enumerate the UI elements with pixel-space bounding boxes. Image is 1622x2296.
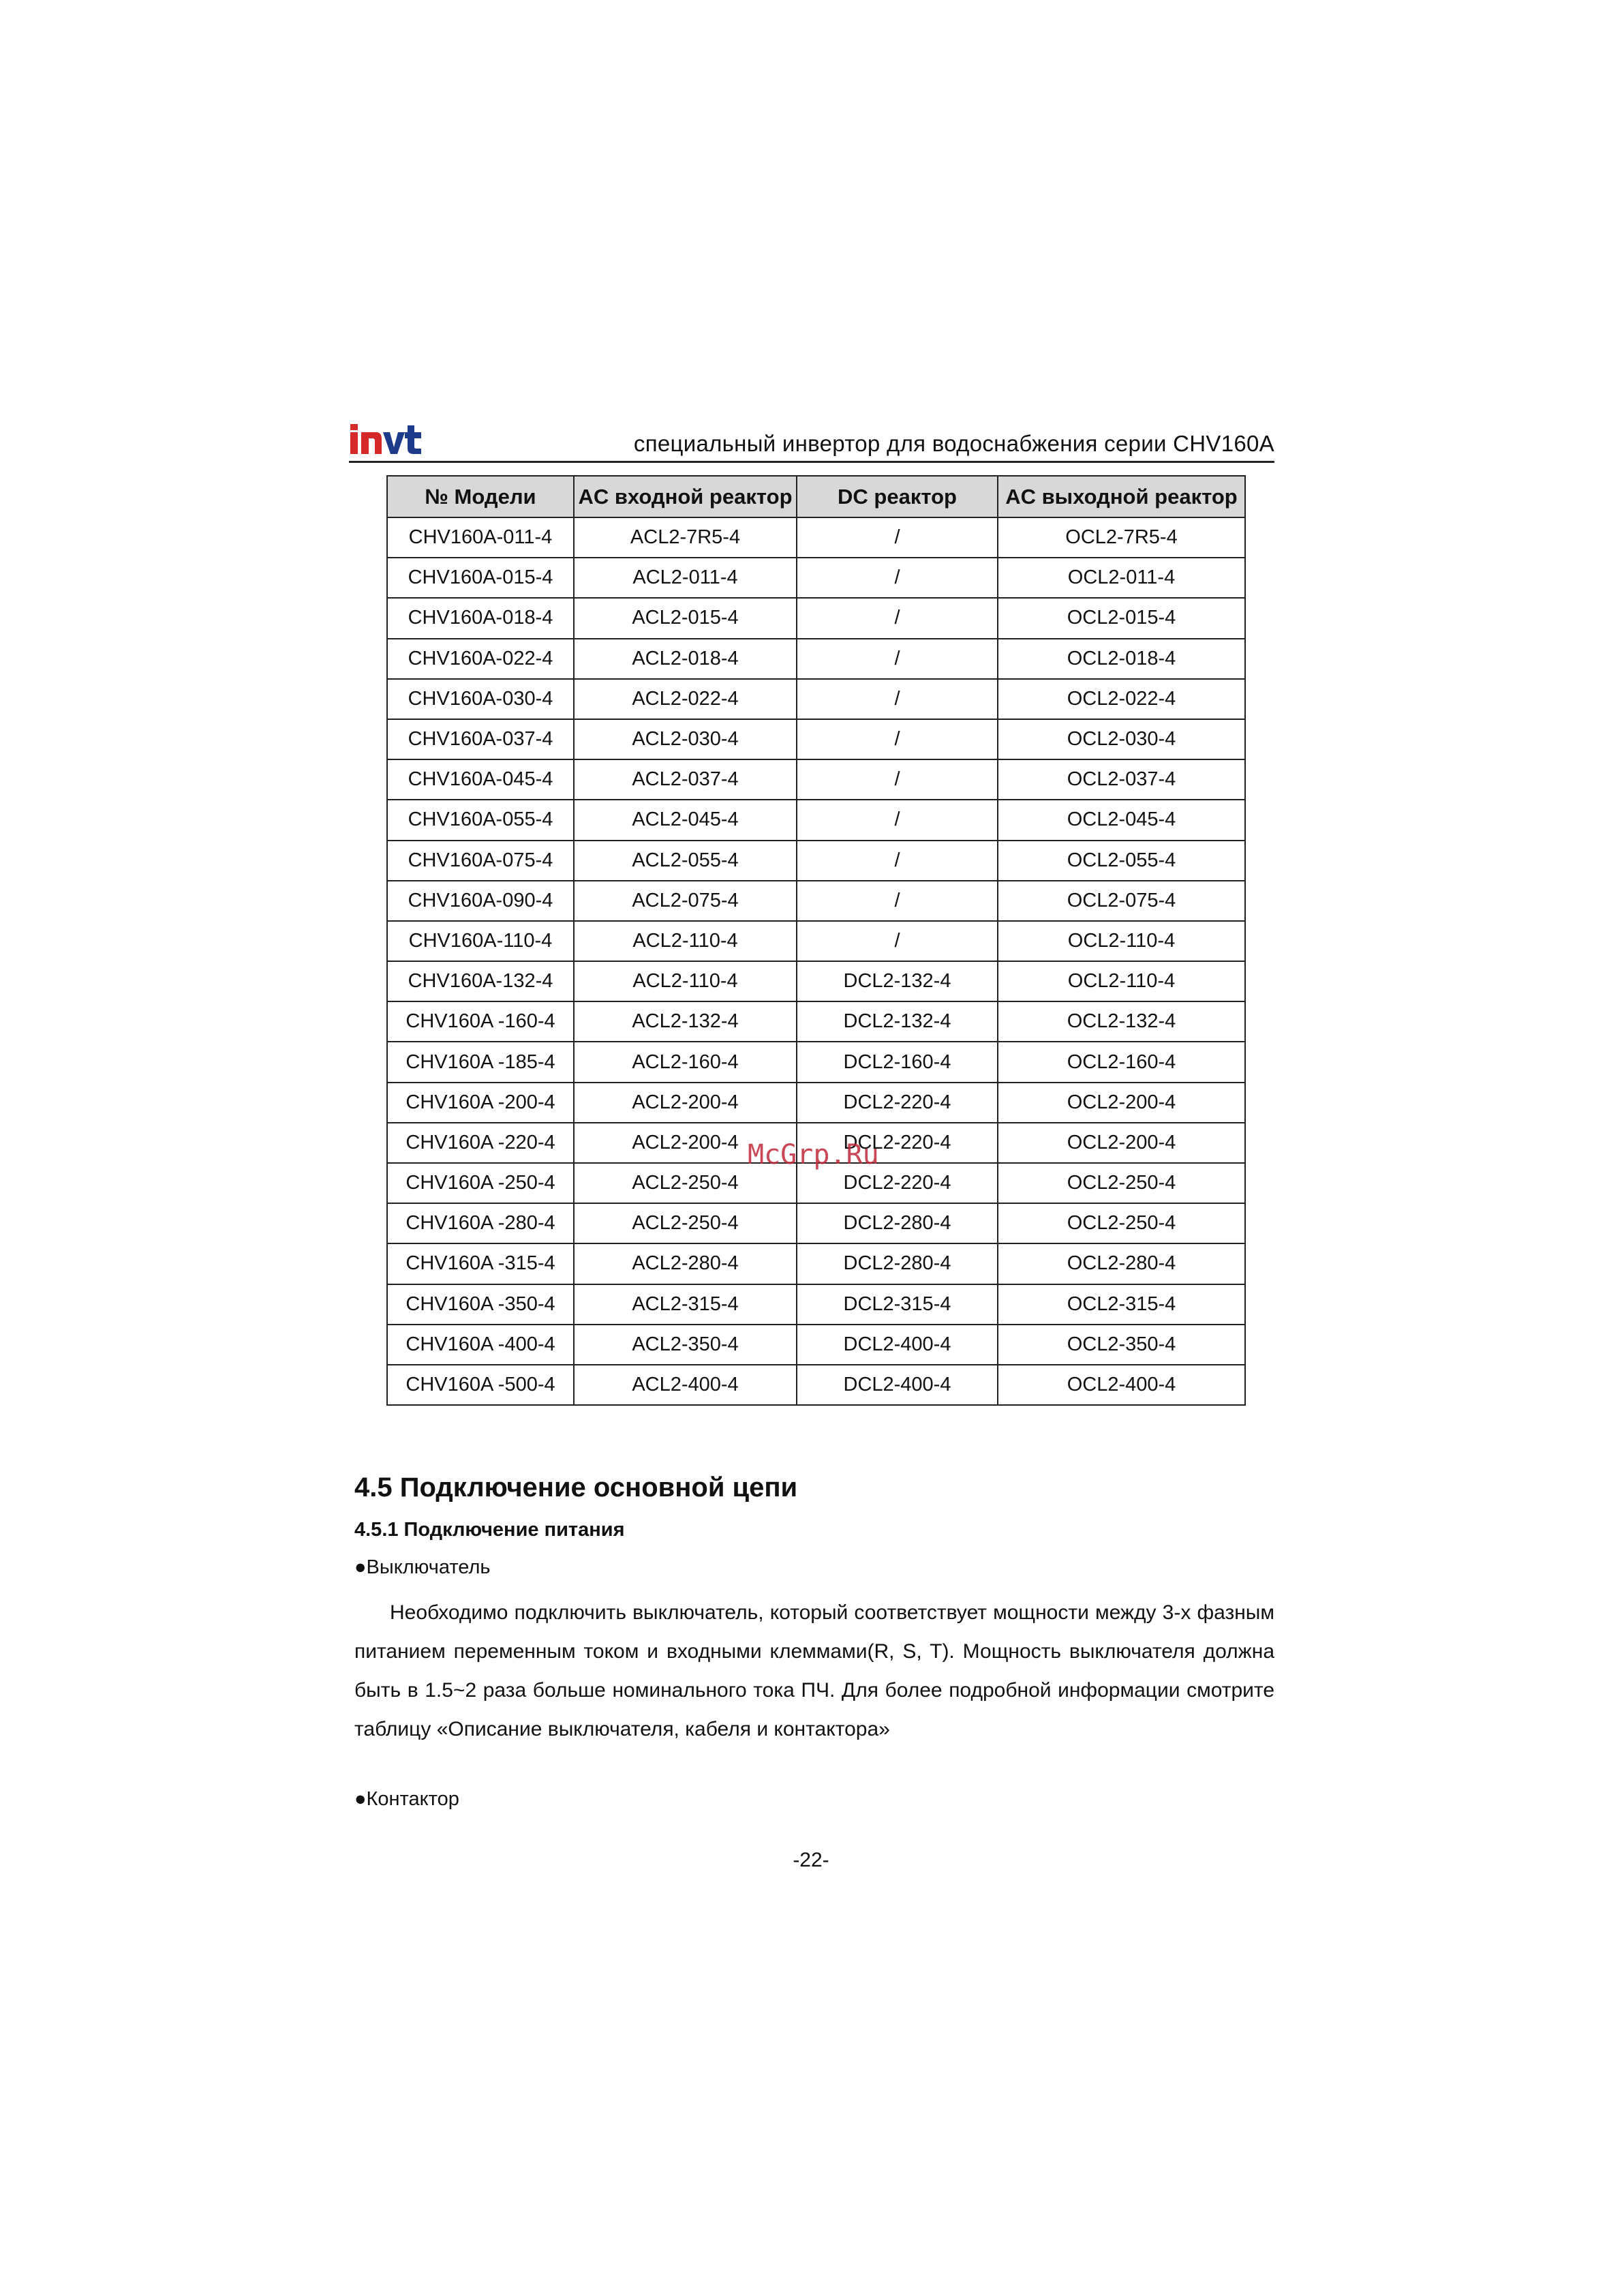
cell-dc-reactor: / [797, 719, 998, 759]
table-row [387, 921, 1245, 961]
table-row [387, 800, 1245, 840]
cell-model: CHV160A -160-4 [387, 1001, 574, 1042]
cell-dc-reactor: / [797, 841, 998, 881]
cell-dc-reactor: DCL2-220-4 [797, 1123, 998, 1163]
section-title: 4.5 Подключение основной цепи [354, 1472, 798, 1502]
column-header-ac-output-reactor: AC выходной реактор [998, 476, 1245, 517]
table-row [387, 1083, 1245, 1123]
page-header [349, 421, 1274, 463]
cell-model: CHV160A -315-4 [387, 1243, 574, 1284]
cell-model: CHV160A-037-4 [387, 719, 574, 759]
cell-ac-input-reactor: ACL2-011-4 [574, 558, 797, 598]
cell-model: CHV160A-075-4 [387, 841, 574, 881]
cell-dc-reactor: DCL2-132-4 [797, 961, 998, 1001]
cell-model: CHV160A -220-4 [387, 1123, 574, 1163]
table-row [387, 719, 1245, 759]
cell-ac-output-reactor: OCL2-030-4 [998, 719, 1245, 759]
cell-ac-output-reactor: OCL2-250-4 [998, 1203, 1245, 1243]
cell-model: CHV160A -250-4 [387, 1163, 574, 1203]
cell-ac-input-reactor: ACL2-280-4 [574, 1243, 797, 1284]
reactor-table [386, 475, 1246, 1406]
cell-ac-input-reactor: ACL2-250-4 [574, 1203, 797, 1243]
cell-ac-input-reactor: ACL2-030-4 [574, 719, 797, 759]
cell-dc-reactor: / [797, 598, 998, 638]
cell-model: CHV160A-011-4 [387, 517, 574, 558]
subsection-title: 4.5.1 Подключение питания [354, 1519, 625, 1541]
cell-dc-reactor: DCL2-280-4 [797, 1243, 998, 1284]
cell-ac-input-reactor: ACL2-250-4 [574, 1163, 797, 1203]
cell-ac-input-reactor: ACL2-015-4 [574, 598, 797, 638]
cell-ac-output-reactor: OCL2-160-4 [998, 1042, 1245, 1082]
cell-ac-output-reactor: OCL2-132-4 [998, 1001, 1245, 1042]
cell-model: CHV160A-132-4 [387, 961, 574, 1001]
cell-ac-output-reactor: OCL2-250-4 [998, 1163, 1245, 1203]
cell-model: CHV160A -500-4 [387, 1365, 574, 1405]
cell-dc-reactor: / [797, 517, 998, 558]
cell-model: CHV160A-022-4 [387, 639, 574, 679]
cell-ac-output-reactor: OCL2-315-4 [998, 1284, 1245, 1325]
bullet-breaker: ●Выключатель [354, 1556, 491, 1578]
cell-ac-output-reactor: OCL2-200-4 [998, 1083, 1245, 1123]
cell-ac-output-reactor: OCL2-400-4 [998, 1365, 1245, 1405]
cell-dc-reactor: DCL2-220-4 [797, 1163, 998, 1203]
column-header-dc-reactor: DC реактор [797, 476, 998, 517]
cell-ac-input-reactor: ACL2-7R5-4 [574, 517, 797, 558]
invt-logo [349, 421, 423, 457]
table-row [387, 1042, 1245, 1082]
cell-model: CHV160A -400-4 [387, 1325, 574, 1365]
cell-ac-output-reactor: OCL2-022-4 [998, 679, 1245, 719]
cell-ac-output-reactor: OCL2-350-4 [998, 1325, 1245, 1365]
cell-ac-input-reactor: ACL2-110-4 [574, 961, 797, 1001]
cell-dc-reactor: DCL2-315-4 [797, 1284, 998, 1325]
cell-dc-reactor: / [797, 639, 998, 679]
table-row [387, 1243, 1245, 1284]
watermark: McGrp.Ru [748, 1139, 879, 1170]
column-header-model: № Модели [387, 476, 574, 517]
cell-ac-input-reactor: ACL2-075-4 [574, 881, 797, 921]
table-row [387, 759, 1245, 800]
cell-model: CHV160A-090-4 [387, 881, 574, 921]
table-row [387, 598, 1245, 638]
cell-dc-reactor: DCL2-400-4 [797, 1365, 998, 1405]
table-row [387, 841, 1245, 881]
cell-ac-input-reactor: ACL2-037-4 [574, 759, 797, 800]
table-row [387, 1325, 1245, 1365]
cell-ac-output-reactor: OCL2-011-4 [998, 558, 1245, 598]
cell-ac-output-reactor: OCL2-075-4 [998, 881, 1245, 921]
cell-dc-reactor: DCL2-280-4 [797, 1203, 998, 1243]
cell-ac-output-reactor: OCL2-110-4 [998, 921, 1245, 961]
page-number: -22- [793, 1849, 829, 1871]
cell-ac-input-reactor: ACL2-350-4 [574, 1325, 797, 1365]
table-header-row [387, 476, 1245, 517]
cell-ac-input-reactor: ACL2-055-4 [574, 841, 797, 881]
cell-ac-input-reactor: ACL2-400-4 [574, 1365, 797, 1405]
cell-dc-reactor: / [797, 558, 998, 598]
cell-ac-output-reactor: OCL2-110-4 [998, 961, 1245, 1001]
cell-dc-reactor: DCL2-400-4 [797, 1325, 998, 1365]
cell-dc-reactor: / [797, 881, 998, 921]
cell-dc-reactor: DCL2-220-4 [797, 1083, 998, 1123]
table-row [387, 679, 1245, 719]
cell-model: CHV160A-055-4 [387, 800, 574, 840]
cell-ac-output-reactor: OCL2-7R5-4 [998, 517, 1245, 558]
cell-dc-reactor: DCL2-132-4 [797, 1001, 998, 1042]
column-header-ac-input-reactor: AC входной реактор [574, 476, 797, 517]
cell-ac-output-reactor: OCL2-037-4 [998, 759, 1245, 800]
table-row [387, 1203, 1245, 1243]
cell-dc-reactor: DCL2-160-4 [797, 1042, 998, 1082]
table-row [387, 1365, 1245, 1405]
cell-model: CHV160A-018-4 [387, 598, 574, 638]
cell-ac-input-reactor: ACL2-110-4 [574, 921, 797, 961]
cell-ac-input-reactor: ACL2-132-4 [574, 1001, 797, 1042]
cell-model: CHV160A -280-4 [387, 1203, 574, 1243]
cell-ac-input-reactor: ACL2-160-4 [574, 1042, 797, 1082]
cell-ac-output-reactor: OCL2-280-4 [998, 1243, 1245, 1284]
cell-model: CHV160A -350-4 [387, 1284, 574, 1325]
cell-ac-input-reactor: ACL2-200-4 [574, 1083, 797, 1123]
table-row [387, 961, 1245, 1001]
header-title: специальный инвертор для водоснабжения серии CHV160A [633, 431, 1274, 456]
cell-ac-output-reactor: OCL2-200-4 [998, 1123, 1245, 1163]
cell-ac-output-reactor: OCL2-045-4 [998, 800, 1245, 840]
cell-ac-output-reactor: OCL2-015-4 [998, 598, 1245, 638]
table-row [387, 1284, 1245, 1325]
cell-ac-output-reactor: OCL2-018-4 [998, 639, 1245, 679]
cell-ac-input-reactor: ACL2-045-4 [574, 800, 797, 840]
cell-ac-input-reactor: ACL2-200-4 [574, 1123, 797, 1163]
cell-dc-reactor: / [797, 679, 998, 719]
cell-model: CHV160A -185-4 [387, 1042, 574, 1082]
cell-model: CHV160A-045-4 [387, 759, 574, 800]
cell-dc-reactor: / [797, 800, 998, 840]
table-row [387, 517, 1245, 558]
cell-model: CHV160A -200-4 [387, 1083, 574, 1123]
cell-dc-reactor: / [797, 759, 998, 800]
table-row [387, 558, 1245, 598]
bullet-contactor: ●Контактор [354, 1788, 459, 1810]
cell-model: CHV160A-110-4 [387, 921, 574, 961]
cell-ac-input-reactor: ACL2-315-4 [574, 1284, 797, 1325]
table-body [387, 517, 1245, 1405]
cell-ac-output-reactor: OCL2-055-4 [998, 841, 1245, 881]
body-paragraph: Необходимо подключить выключатель, который соответствует мощности между 3-х фазным питанием переменным током и входными клеммами(R, S, T). Мощность выключателя должна быть в 1.5~2 раза больше номинального тока ПЧ. Для более подробной информации смотрите таблицу «Описание выключателя, кабеля и контактора» [354, 1601, 1274, 1740]
cell-ac-input-reactor: ACL2-022-4 [574, 679, 797, 719]
table-row [387, 1001, 1245, 1042]
cell-dc-reactor: / [797, 921, 998, 961]
cell-model: CHV160A-015-4 [387, 558, 574, 598]
cell-model: CHV160A-030-4 [387, 679, 574, 719]
table-row [387, 639, 1245, 679]
table-row [387, 881, 1245, 921]
cell-ac-input-reactor: ACL2-018-4 [574, 639, 797, 679]
